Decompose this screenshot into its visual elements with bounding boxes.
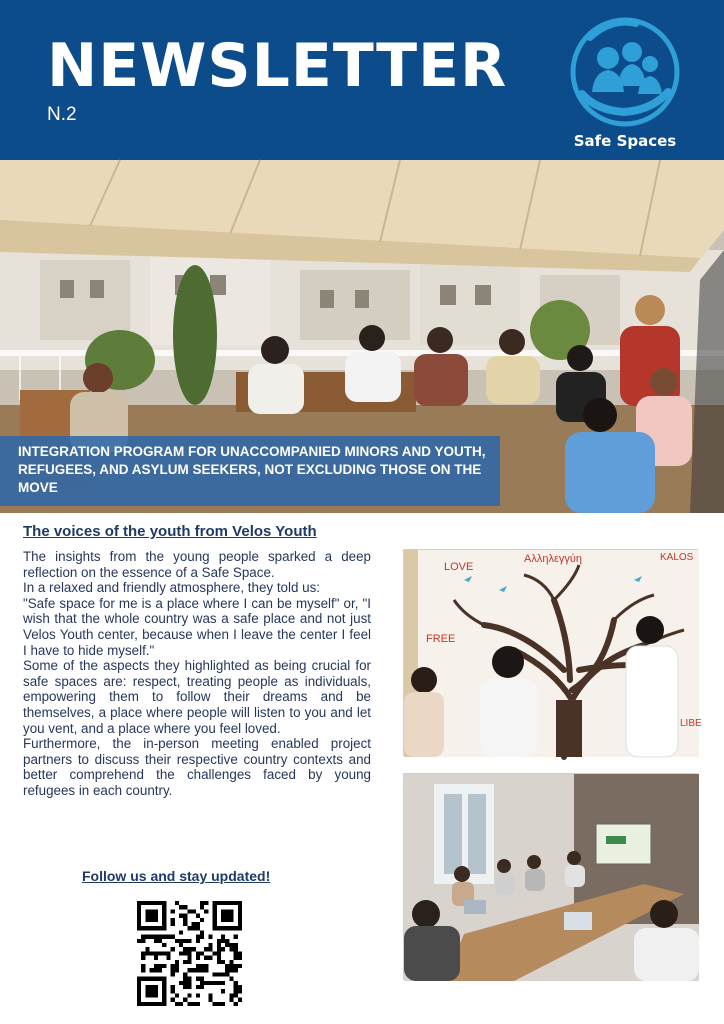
mural-word: LOVE xyxy=(444,561,474,573)
article-paragraph: Some of the aspects they highlighted as being crucial for safe spaces are: respect, treating people as individuals, empowering them to follow their dreams and be themselves, a place where people will listen to you and let you vent, and a place where you feel loved. xyxy=(23,658,371,736)
logo-text: Safe Spaces xyxy=(573,132,677,150)
hero-banner-text: INTEGRATION PROGRAM FOR UNACCOMPANIED MINORS AND YOUTH, REFUGEES, AND ASYLUM SEEKERS, NOT EXCLUDING THOSE ON THE MOVE xyxy=(18,444,486,495)
mural-word: LIBE xyxy=(680,718,702,729)
article-paragraph: The insights from the young people sparked a deep reflection on the essence of a Safe Space. xyxy=(23,549,371,580)
article-paragraph: "Safe space for me is a place where I can be myself" or, "I wish that the whole country was a safe place and not just Velos Youth center, because when I leave the center I feel I have to hide myself." xyxy=(23,595,371,658)
safe-spaces-logo-icon xyxy=(566,14,684,134)
hero-photo xyxy=(0,160,724,513)
qr-code-icon[interactable] xyxy=(137,901,242,1006)
article-paragraph: Furthermore, the in-person meeting enabled project partners to discuss their respective country contexts and better comprehend the challenges faced by young refugees in each country. xyxy=(23,736,371,798)
article-body xyxy=(23,549,371,799)
mural-word: KALOS xyxy=(660,552,694,563)
meeting-room-photo xyxy=(403,773,698,980)
mural-photo xyxy=(403,549,702,756)
newsletter-title: NEWSLETTER xyxy=(47,31,508,101)
conference-room-photo xyxy=(404,774,699,981)
article-title: The voices of the youth from Velos Youth xyxy=(23,523,317,540)
issue-number: N.2 xyxy=(47,104,77,125)
article-paragraph: In a relaxed and friendly atmosphere, they told us: xyxy=(23,580,321,596)
mural-word: FREE xyxy=(426,633,456,645)
header-band xyxy=(0,0,724,160)
mural-word: Αλληλεγγύη xyxy=(524,553,582,565)
follow-us-link[interactable]: Follow us and stay updated! xyxy=(82,868,271,884)
tree-mural-photo xyxy=(404,550,702,757)
